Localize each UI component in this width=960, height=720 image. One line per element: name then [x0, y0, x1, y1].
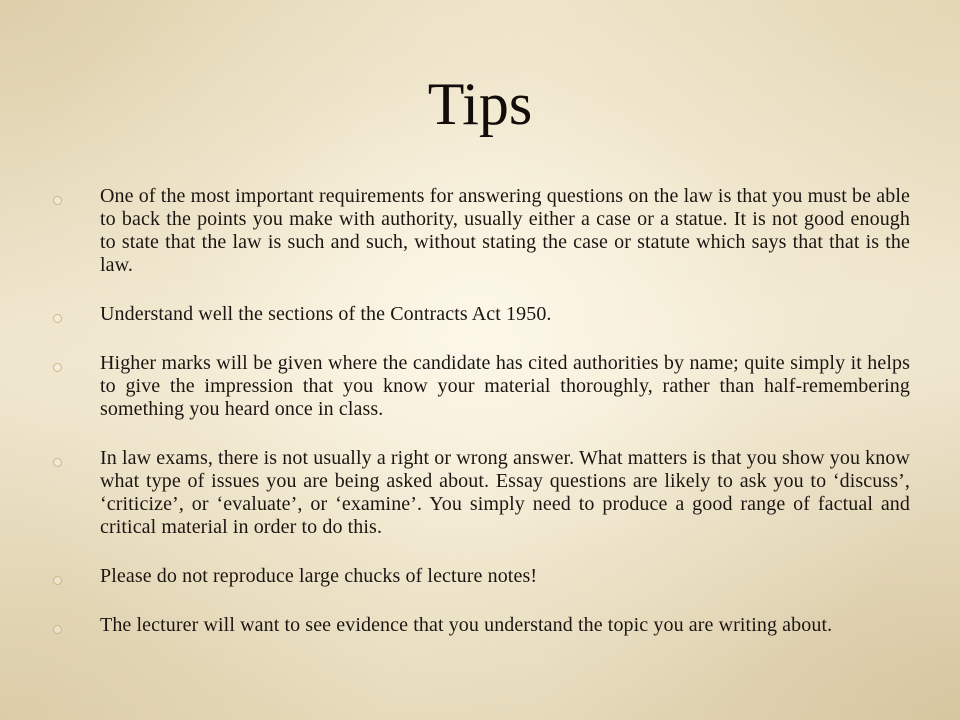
circle-bullet-icon: [53, 625, 62, 634]
circle-bullet-icon: [53, 314, 62, 323]
circle-bullet-icon: [53, 576, 62, 585]
circle-bullet-icon: [53, 196, 62, 205]
circle-bullet-icon: [53, 458, 62, 467]
bullet-text: The lecturer will want to see evidence that you understand the topic you are writing about.: [100, 614, 833, 636]
bullet-text: One of the most important requirements for answering questions on the law is that you must be able to back the points you make with authority, usually either a case or a statue. It is not good enough to state that the law is such and such, without stating the case or statute which says that that is the law.: [100, 185, 910, 276]
slide-title: Tips: [427, 71, 533, 137]
list-item: [50, 614, 910, 637]
list-item: [50, 352, 910, 421]
list-item: [50, 565, 910, 588]
list-item: [50, 185, 910, 277]
bullet-list: [50, 185, 910, 663]
circle-bullet-icon: [53, 363, 62, 372]
list-item: [50, 447, 910, 539]
bullet-text: Higher marks will be given where the candidate has cited authorities by name; quite simply it helps to give the impression that you know your material thoroughly, rather than half-remembering something you heard once in class.: [100, 352, 910, 420]
bullet-text: Please do not reproduce large chucks of lecture notes!: [100, 565, 538, 587]
bullet-text: In law exams, there is not usually a right or wrong answer. What matters is that you show you know what type of issues you are being asked about. Essay questions are likely to ask you to ‘discuss’, ‘criticize’, or ‘evaluate’, or ‘examine’. You simply need to produce a good range of factual and critical material in order to do this.: [100, 447, 910, 538]
bullet-text: Understand well the sections of the Contracts Act 1950.: [100, 303, 552, 325]
list-item: [50, 303, 910, 326]
